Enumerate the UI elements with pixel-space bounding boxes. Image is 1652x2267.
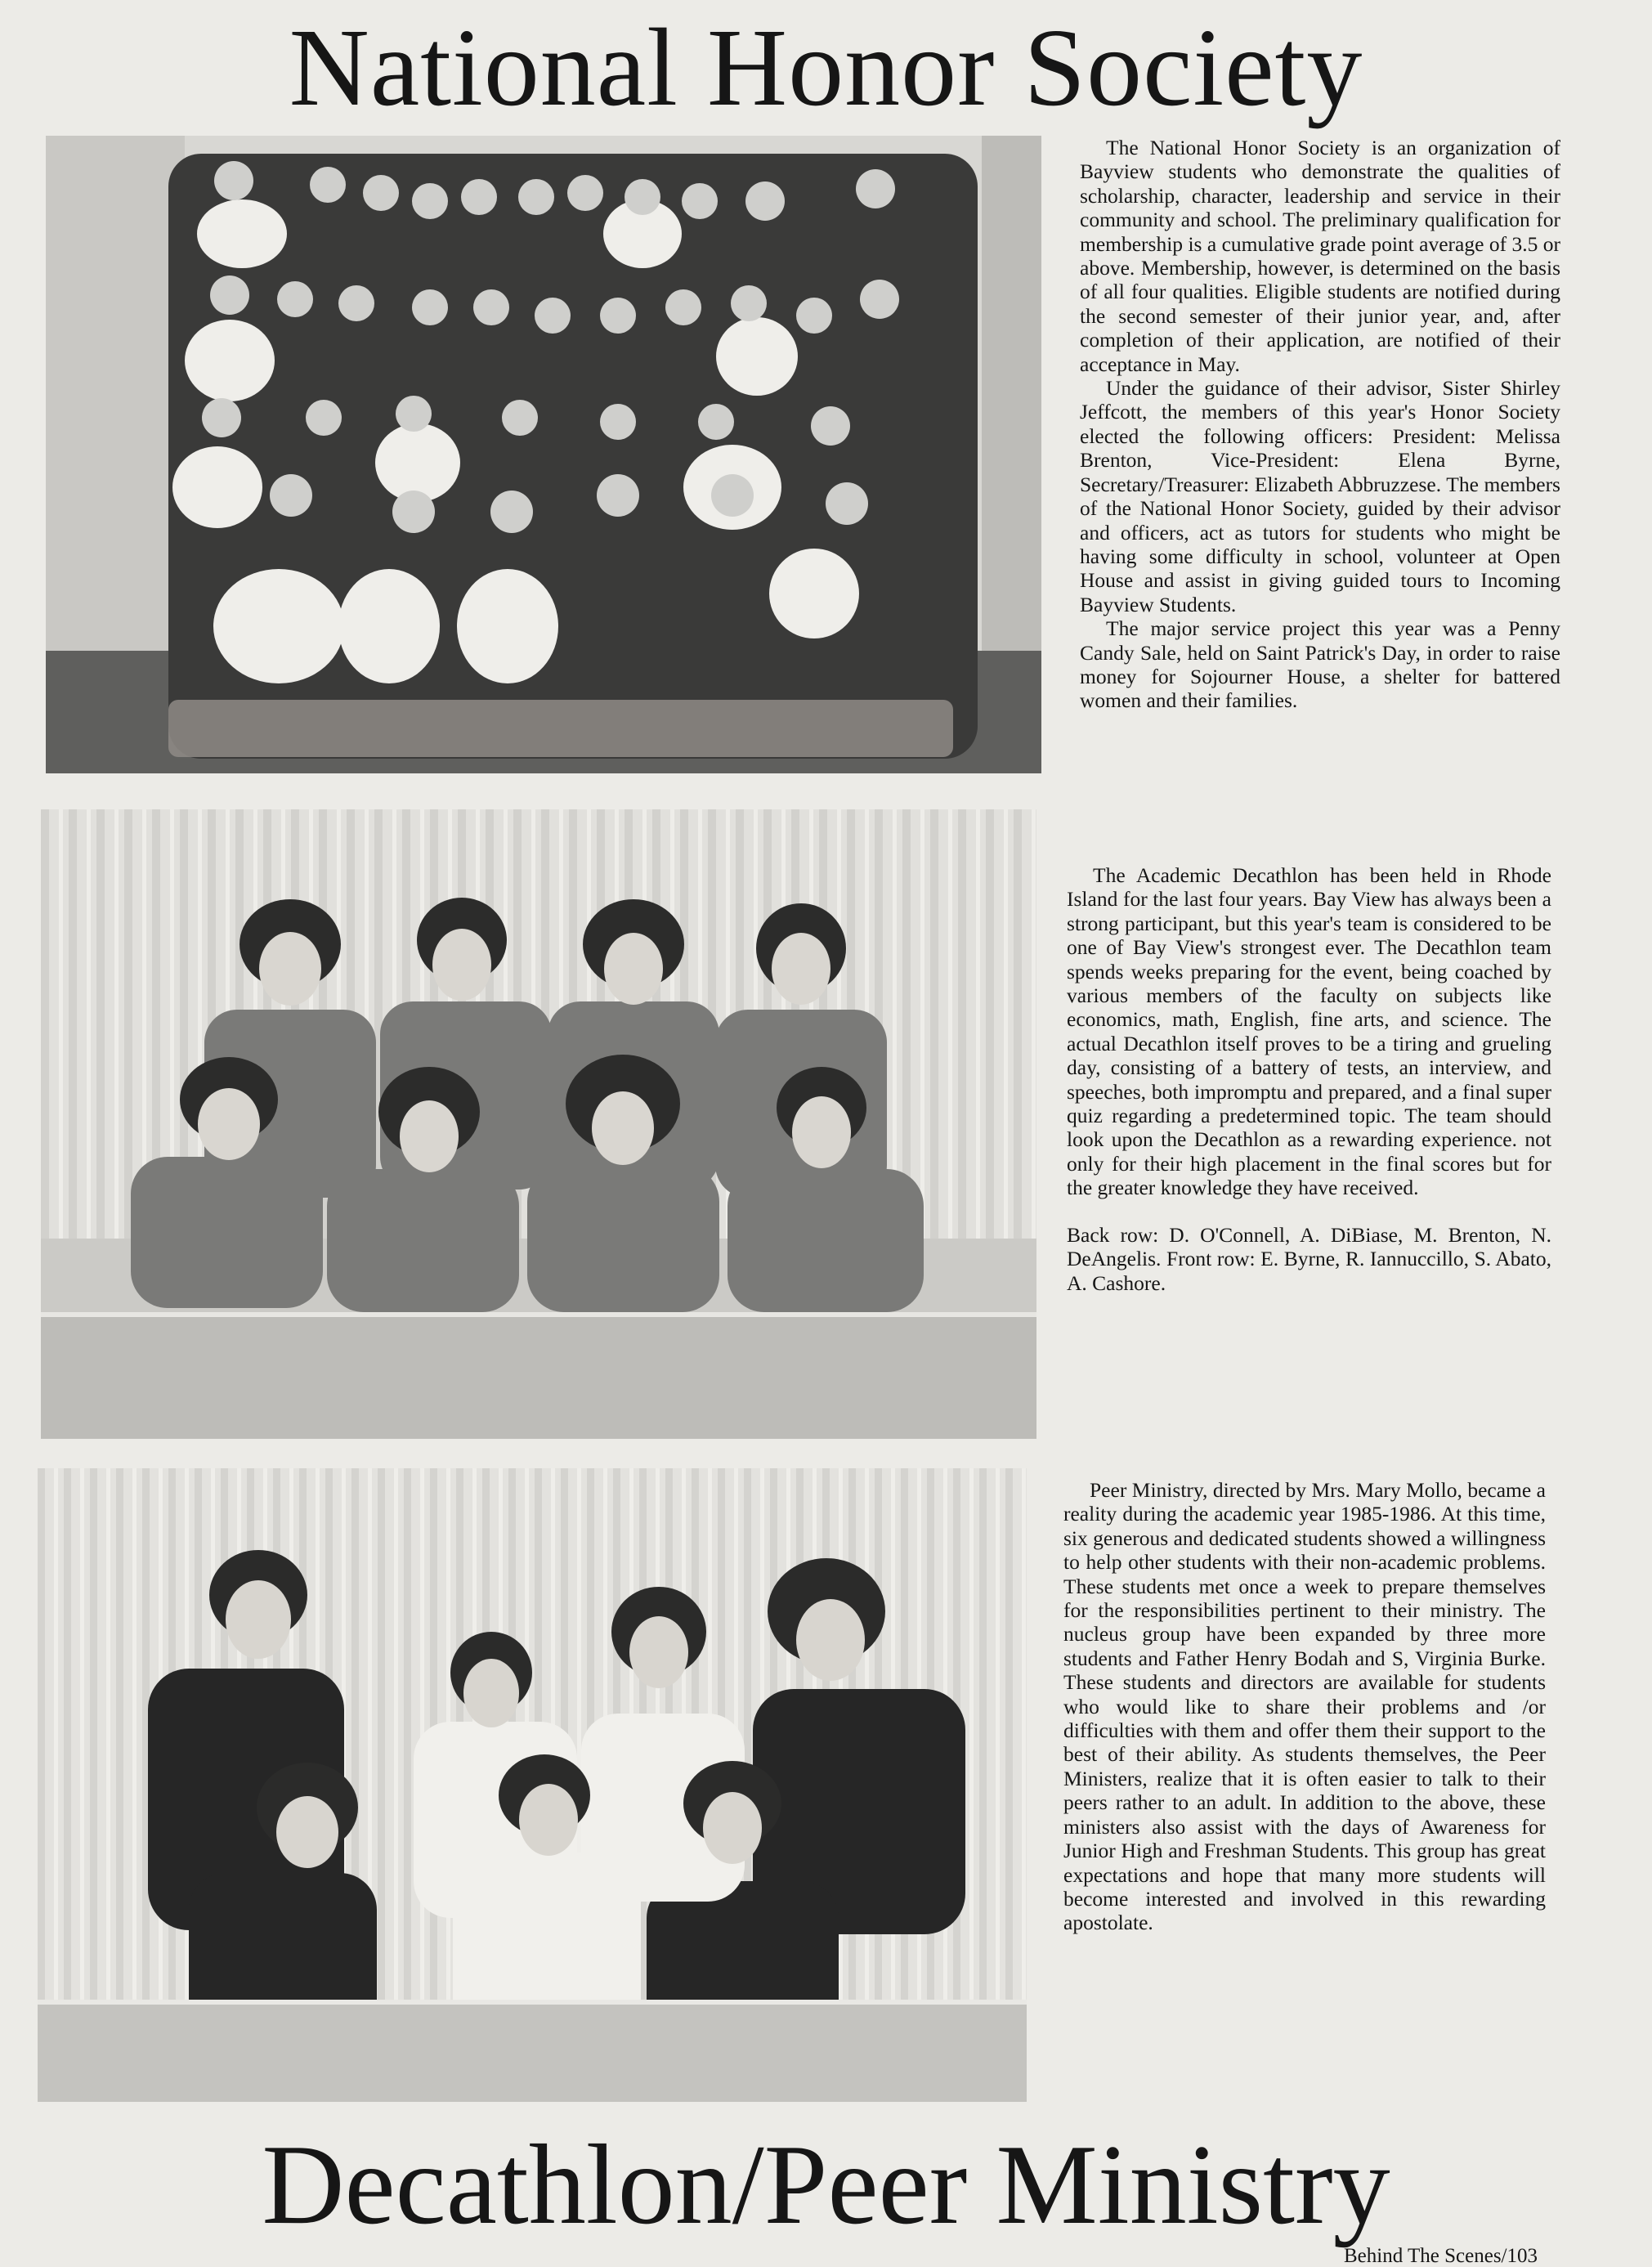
- decathlon-paragraph: The Academic Decathlon has been held in Rhode Island for the last four years. Bay View has always been a strong participant, but this year's team is considered to be one of Bay View's strongest ever. The Decathlon team spends weeks preparing for the event, being coached by various members of the faculty on subjects like economics, math, English, fine arts, and science. The actual Decathlon itself proves to be a tiring and grueling day, consisting of a battery of tests, an interview, and speeches, both impromptu and prepared, and a final super quiz regarding a predetermined topic. The team should look upon the Decathlon as a rewarding experience. not only for their high placement in the final scores but for the greater knowledge they have received.: [1067, 863, 1551, 1200]
- peer-ministry-paragraph: Peer Ministry, directed by Mrs. Mary Mollo, became a reality during the academic year 1985-1986. At this time, six generous and dedicated students showed a willingness to help other students with their non-academic problems. These students met once a week to prepare themselves for the responsibilities pertinent to their ministry. The nucleus group have been expanded by three more students and Father Henry Bodah and S, Virginia Burke. These students and directors are available for students who would like to share their problems and /or difficulties with them and offer them their support to the best of their ability. As students themselves, the Peer Ministers, realize that it is often easier to talk to their peers rather to an adult. In addition to the above, these ministers also assist with the days of Awareness for Junior High and Freshman Students. This group has great expectations and hope that many more students will become interested and involved in this rewarding apostolate.: [1063, 1478, 1546, 1935]
- nhs-group-photo: [46, 136, 1041, 773]
- nhs-paragraph: The National Honor Society is an organization of Bayview students who demonstrate the qualities of scholarship, character, leadership and service in their community and school. The preliminary qualification for membership is a cumulative grade point average of 3.5 or above. Membership, however, is determined on the basis of all four qualities. Eligible students are notified during the second semester of their junior year, and, after completion of their application, are notified of their acceptance in May.: [1080, 136, 1560, 376]
- peer-ministry-article: [1063, 1478, 1546, 1935]
- page-folio: Behind The Scenes/103: [1344, 2245, 1538, 2267]
- peer-ministry-photo: [38, 1468, 1027, 2102]
- page-title-decathlon-peer-ministry: Decathlon/Peer Ministry: [262, 2121, 1390, 2248]
- nhs-article: [1080, 136, 1560, 713]
- decathlon-team-photo: [41, 809, 1036, 1439]
- decathlon-photo-caption: Back row: D. O'Connell, A. DiBiase, M. Brenton, N. DeAngelis. Front row: E. Byrne, R. Iannuccillo, S. Abato, A. Cashore.: [1067, 1222, 1551, 1295]
- nhs-paragraph: Under the guidance of their advisor, Sister Shirley Jeffcott, the members of this year's Honor Society elected the following officers: President: Melissa Brenton, Vice-President: Elena Byrne, Secretary/Treasurer: Elizabeth Abbruzzese. The members of the National Honor Society, guided by their advisor and officers, act as tutors for students who might be having some difficulty in school, volunteer at Open House and assist in giving guided tours to Incoming Bayview Students.: [1080, 376, 1560, 616]
- page-title-national-honor-society: National Honor Society: [289, 7, 1363, 129]
- nhs-paragraph: The major service project this year was a Penny Candy Sale, held on Saint Patrick's Day, in order to raise money for Sojourner House, a shelter for battered women and their families.: [1080, 616, 1560, 713]
- decathlon-article: [1067, 863, 1551, 1295]
